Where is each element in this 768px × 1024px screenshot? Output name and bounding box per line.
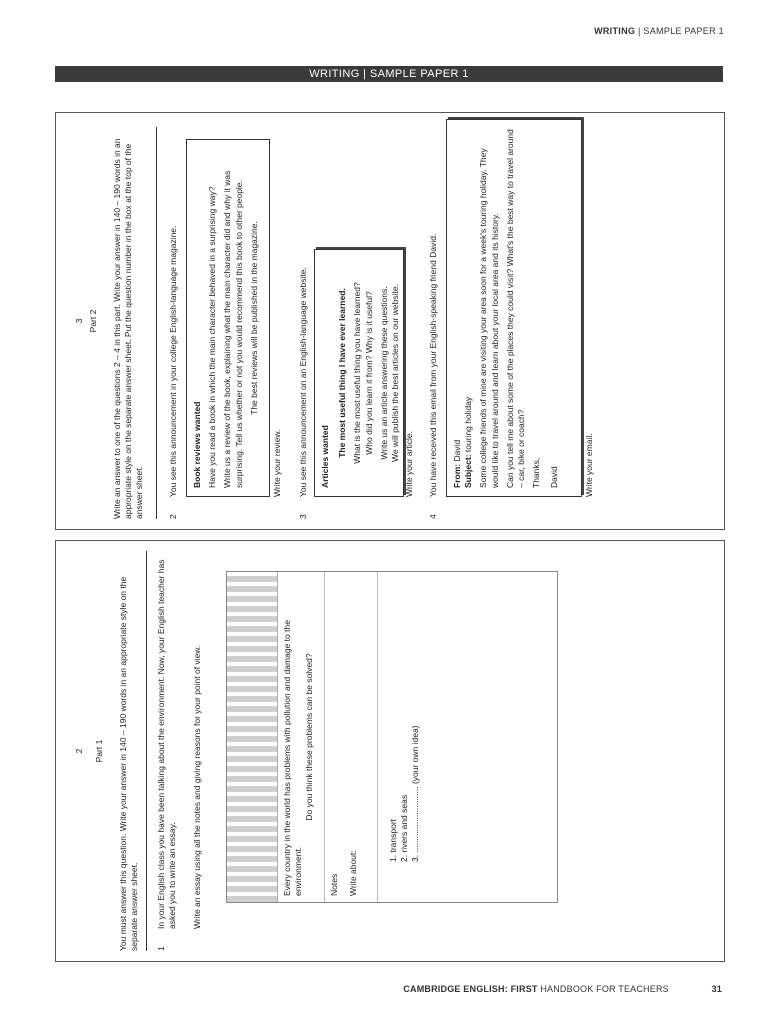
part2-page-number: 3 xyxy=(74,318,84,324)
notebook-items xyxy=(378,572,428,902)
part1-title: Part 1 xyxy=(94,739,104,763)
part2-page xyxy=(55,112,725,530)
part1-rotated-content xyxy=(56,541,724,961)
q2-intro: You see this announcement in your college English-language magazine. xyxy=(168,225,178,497)
notebook-item-text: rivers and seas xyxy=(399,794,410,853)
q3-box-title: Articles wanted xyxy=(320,425,330,488)
q3-box-line1: What is the most useful thing you have learned? xyxy=(352,282,363,464)
q3-box-heading: The most useful thing I have ever learned. xyxy=(337,288,348,458)
q4-body1: Some college friends of mine are visiting your area soon for a week's touring holiday. They would like to travel around and learn about your local area and its history. xyxy=(478,148,500,488)
q3-box-line3: Write us an article answering these questions. xyxy=(378,286,389,460)
q3-number: 3 xyxy=(298,514,308,519)
page-footer xyxy=(403,984,722,994)
notebook-item xyxy=(388,578,399,862)
q4-intro: You have received this email from your English-speaking friend David. xyxy=(428,233,438,497)
notebook-item xyxy=(399,578,410,862)
part1-instruction: You must answer this question. Write your answer in 140 – 190 words in an appropriate style on the separate answer sheet. xyxy=(118,576,140,951)
q4-subject-value: touring holiday xyxy=(463,396,474,453)
q2-announcement-box xyxy=(186,139,270,497)
part2-instruction: Write an answer to one of the questions 2 – 4 in this part. Write your answer in 140 – 190 words in an appropriate style on the separate answer sheet. Put the question number in the box at the top of the answer sheet. xyxy=(112,138,145,519)
q3-task: Write your article. xyxy=(404,431,414,497)
q1-intro: In your English class you have been talking about the environment. Now, your English teacher has asked you to write an essay. xyxy=(156,559,178,929)
q4-from-value: David xyxy=(452,439,462,462)
notebook-spiral xyxy=(227,572,278,902)
running-header xyxy=(594,26,724,36)
q3-box-line2: Who did you learn it from? Why is it useful? xyxy=(363,291,374,455)
part1-divider xyxy=(146,551,147,951)
q1-task: Write an essay using all the notes and giving reasons for your point of view. xyxy=(192,645,202,929)
notebook-graphic xyxy=(226,571,558,903)
part2-title: Part 2 xyxy=(88,309,98,333)
q2-box-line1: Have you read a book in which the main character behaved in a surprising way? xyxy=(207,186,218,488)
section-band-title: WRITING xyxy=(309,68,360,80)
q3-intro: You see this announcement on an English-language website. xyxy=(298,267,308,497)
q4-from-row xyxy=(452,128,463,488)
running-header-subtitle: | SAMPLE PAPER 1 xyxy=(637,26,724,36)
notebook-item-number: 3. xyxy=(410,854,421,862)
q2-box-line2: Write us a review of the book, explaining what the main character did and why it was surprising. Tell us whether or not you would recommend this book to other people. xyxy=(222,170,244,488)
q4-number: 4 xyxy=(428,514,438,519)
notebook-item-number: 1. xyxy=(388,854,398,862)
q4-sign1: Thanks, xyxy=(531,457,542,488)
notebook-question-line2: Do you think these problems can be solved? xyxy=(304,653,315,821)
section-band-subtitle: | SAMPLE PAPER 1 xyxy=(363,68,469,80)
notebook-item-text: ............................ (your own idea) xyxy=(410,725,421,853)
part1-page xyxy=(55,540,725,962)
q4-subject-row xyxy=(463,128,474,488)
q2-task: Write your review. xyxy=(272,429,282,497)
notebook-question-line1: Every country in the world has problems with pollution and damage to the environment. xyxy=(282,620,304,896)
q4-body2: Can you tell me about some of the places they could visit? What's the best way to travel around – car, bike or coach? xyxy=(504,129,527,488)
q4-email-box xyxy=(446,119,582,497)
q2-box-title: Book reviews wanted xyxy=(192,401,202,488)
q4-from-label: From: xyxy=(452,463,462,488)
part1-page-number: 2 xyxy=(74,748,84,754)
q2-box-line3: The best reviews will be published in the magazine. xyxy=(248,221,259,415)
part2-rotated-content xyxy=(56,113,724,529)
q3-announcement-box xyxy=(314,249,404,497)
notebook-item-text: transport xyxy=(388,818,398,853)
notebook-notes-label: Notes xyxy=(329,873,339,896)
q4-subject-label: Subject: xyxy=(463,454,474,488)
section-band xyxy=(55,66,723,82)
footer-page-number: 31 xyxy=(711,984,722,994)
notebook-notes xyxy=(325,572,378,902)
q4-sign2: David xyxy=(548,466,559,488)
notebook-question xyxy=(278,572,325,902)
notebook-write-about: Write about: xyxy=(348,850,359,896)
running-header-section: WRITING xyxy=(594,26,636,36)
q1-number: 1 xyxy=(156,946,166,951)
q4-task: Write your email. xyxy=(584,433,594,497)
q3-box-line4: We will publish the best articles on our website. xyxy=(390,284,401,462)
footer-brand: CAMBRIDGE ENGLISH: FIRST xyxy=(403,984,538,994)
footer-subtitle: HANDBOOK FOR TEACHERS xyxy=(540,984,669,994)
notebook-item-number: 2. xyxy=(399,854,410,862)
part2-divider xyxy=(156,127,157,519)
q2-number: 2 xyxy=(168,514,178,519)
notebook-item xyxy=(410,578,421,862)
